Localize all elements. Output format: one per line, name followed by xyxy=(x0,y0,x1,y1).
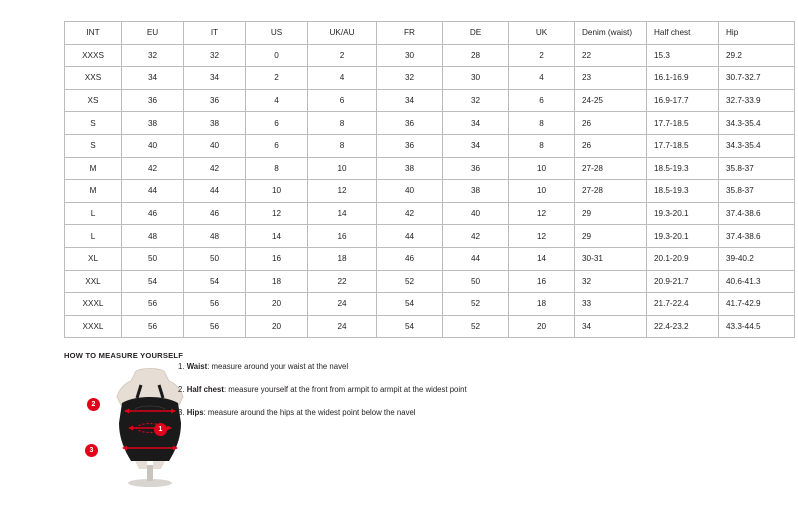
cell-us: 4 xyxy=(246,89,308,112)
cell-half-chest: 16.9-17.7 xyxy=(647,89,719,112)
cell-de: 38 xyxy=(443,180,509,203)
cell-eu: 46 xyxy=(122,202,184,225)
cell-uk-au: 10 xyxy=(308,157,377,180)
cell-hip: 41.7-42.9 xyxy=(719,293,795,316)
bullet-marker-2: 2 xyxy=(87,398,100,411)
cell-uk: 8 xyxy=(509,112,575,135)
cell-fr: 44 xyxy=(377,225,443,248)
cell-int: L xyxy=(65,202,122,225)
cell-de: 52 xyxy=(443,293,509,316)
cell-eu: 42 xyxy=(122,157,184,180)
cell-half-chest: 22.4-23.2 xyxy=(647,315,719,338)
cell-int: XL xyxy=(65,247,122,270)
cell-us: 6 xyxy=(246,134,308,157)
cell-de: 30 xyxy=(443,67,509,90)
cell-it: 34 xyxy=(184,67,246,90)
cell-uk: 12 xyxy=(509,202,575,225)
cell-denim-waist: 33 xyxy=(575,293,647,316)
cell-us: 2 xyxy=(246,67,308,90)
table-row xyxy=(65,202,795,225)
column-header-us: US xyxy=(246,22,308,45)
cell-uk: 14 xyxy=(509,247,575,270)
measure-note xyxy=(178,409,738,418)
cell-hip: 34.3-35.4 xyxy=(719,134,795,157)
column-header-hip: Hip xyxy=(719,22,795,45)
cell-de: 52 xyxy=(443,315,509,338)
table-row xyxy=(65,270,795,293)
cell-int: XXL xyxy=(65,270,122,293)
cell-fr: 30 xyxy=(377,44,443,67)
table-row xyxy=(65,293,795,316)
note-term: Waist xyxy=(186,362,208,371)
cell-denim-waist: 29 xyxy=(575,225,647,248)
how-to-measure-title: HOW TO MEASURE YOURSELF xyxy=(64,351,184,360)
column-header-fr: FR xyxy=(377,22,443,45)
cell-uk: 8 xyxy=(509,134,575,157)
cell-us: 18 xyxy=(246,270,308,293)
table-row xyxy=(65,180,795,203)
cell-de: 50 xyxy=(443,270,509,293)
cell-denim-waist: 30-31 xyxy=(575,247,647,270)
cell-hip: 29.2 xyxy=(719,44,795,67)
column-header-half-chest: Half chest xyxy=(647,22,719,45)
cell-uk: 10 xyxy=(509,157,575,180)
cell-eu: 50 xyxy=(122,247,184,270)
column-header-eu: EU xyxy=(122,22,184,45)
cell-fr: 34 xyxy=(377,89,443,112)
size-table-container xyxy=(64,21,761,338)
bullet-marker-1: 1 xyxy=(154,423,167,436)
note-number: 3. xyxy=(178,408,185,418)
cell-hip: 37.4-38.6 xyxy=(719,225,795,248)
table-row xyxy=(65,225,795,248)
cell-de: 28 xyxy=(443,44,509,67)
cell-half-chest: 19.3-20.1 xyxy=(647,202,719,225)
cell-int: L xyxy=(65,225,122,248)
note-term: Half chest xyxy=(186,385,224,395)
cell-uk-au: 14 xyxy=(308,202,377,225)
cell-half-chest: 19.3-20.1 xyxy=(647,225,719,248)
cell-half-chest: 17.7-18.5 xyxy=(647,134,719,157)
cell-it: 50 xyxy=(184,247,246,270)
cell-eu: 56 xyxy=(122,315,184,338)
cell-it: 40 xyxy=(184,134,246,157)
cell-int: XXS xyxy=(65,67,122,90)
cell-us: 20 xyxy=(246,293,308,316)
cell-it: 54 xyxy=(184,270,246,293)
cell-denim-waist: 26 xyxy=(575,134,647,157)
cell-half-chest: 16.1-16.9 xyxy=(647,67,719,90)
table-row xyxy=(65,112,795,135)
cell-half-chest: 20.1-20.9 xyxy=(647,247,719,270)
cell-de: 44 xyxy=(443,247,509,270)
cell-denim-waist: 32 xyxy=(575,270,647,293)
column-header-uk: UK xyxy=(509,22,575,45)
cell-us: 14 xyxy=(246,225,308,248)
cell-hip: 35.8-37 xyxy=(719,157,795,180)
cell-eu: 44 xyxy=(122,180,184,203)
cell-de: 32 xyxy=(443,89,509,112)
cell-uk-au: 24 xyxy=(308,315,377,338)
cell-fr: 52 xyxy=(377,270,443,293)
cell-hip: 43.3-44.5 xyxy=(719,315,795,338)
column-header-int: INT xyxy=(65,22,122,45)
cell-it: 38 xyxy=(184,112,246,135)
size-table xyxy=(64,21,795,338)
cell-fr: 32 xyxy=(377,67,443,90)
cell-denim-waist: 23 xyxy=(575,67,647,90)
cell-de: 40 xyxy=(443,202,509,225)
cell-uk: 18 xyxy=(509,293,575,316)
cell-it: 48 xyxy=(184,225,246,248)
cell-fr: 42 xyxy=(377,202,443,225)
table-row xyxy=(65,134,795,157)
cell-uk: 10 xyxy=(509,180,575,203)
cell-int: S xyxy=(65,112,122,135)
cell-hip: 37.4-38.6 xyxy=(719,202,795,225)
cell-denim-waist: 27-28 xyxy=(575,180,647,203)
bullet-marker-3: 3 xyxy=(85,444,98,457)
measure-note xyxy=(178,363,738,372)
cell-de: 34 xyxy=(443,112,509,135)
table-row xyxy=(65,247,795,270)
cell-denim-waist: 27-28 xyxy=(575,157,647,180)
note-text: : measure around your waist at the navel xyxy=(207,362,349,371)
cell-fr: 38 xyxy=(377,157,443,180)
cell-half-chest: 21.7-22.4 xyxy=(647,293,719,316)
cell-de: 36 xyxy=(443,157,509,180)
cell-it: 56 xyxy=(184,315,246,338)
cell-it: 56 xyxy=(184,293,246,316)
cell-half-chest: 17.7-18.5 xyxy=(647,112,719,135)
cell-fr: 36 xyxy=(377,134,443,157)
cell-eu: 34 xyxy=(122,67,184,90)
cell-us: 16 xyxy=(246,247,308,270)
cell-uk: 6 xyxy=(509,89,575,112)
note-text: : measure yourself at the front from armpit to armpit at the widest point xyxy=(223,385,467,395)
cell-uk-au: 16 xyxy=(308,225,377,248)
column-header-it: IT xyxy=(184,22,246,45)
cell-hip: 30.7-32.7 xyxy=(719,67,795,90)
cell-us: 20 xyxy=(246,315,308,338)
cell-it: 46 xyxy=(184,202,246,225)
cell-eu: 32 xyxy=(122,44,184,67)
cell-us: 8 xyxy=(246,157,308,180)
cell-half-chest: 15.3 xyxy=(647,44,719,67)
cell-hip: 34.3-35.4 xyxy=(719,112,795,135)
cell-int: XXXS xyxy=(65,44,122,67)
note-term: Hips xyxy=(186,408,204,418)
cell-eu: 36 xyxy=(122,89,184,112)
cell-uk-au: 12 xyxy=(308,180,377,203)
cell-int: XXXL xyxy=(65,293,122,316)
cell-fr: 40 xyxy=(377,180,443,203)
cell-hip: 40.6-41.3 xyxy=(719,270,795,293)
table-row xyxy=(65,67,795,90)
cell-fr: 36 xyxy=(377,112,443,135)
cell-hip: 32.7-33.9 xyxy=(719,89,795,112)
cell-eu: 38 xyxy=(122,112,184,135)
cell-it: 36 xyxy=(184,89,246,112)
cell-uk: 16 xyxy=(509,270,575,293)
column-header-denim-waist: Denim (waist) xyxy=(575,22,647,45)
cell-hip: 35.8-37 xyxy=(719,180,795,203)
table-row xyxy=(65,89,795,112)
cell-us: 12 xyxy=(246,202,308,225)
cell-uk-au: 8 xyxy=(308,112,377,135)
cell-eu: 48 xyxy=(122,225,184,248)
cell-uk-au: 18 xyxy=(308,247,377,270)
cell-eu: 54 xyxy=(122,270,184,293)
cell-denim-waist: 34 xyxy=(575,315,647,338)
cell-fr: 54 xyxy=(377,293,443,316)
cell-it: 44 xyxy=(184,180,246,203)
cell-it: 32 xyxy=(184,44,246,67)
cell-uk: 20 xyxy=(509,315,575,338)
cell-half-chest: 20.9-21.7 xyxy=(647,270,719,293)
cell-eu: 40 xyxy=(122,134,184,157)
table-row xyxy=(65,315,795,338)
cell-us: 6 xyxy=(246,112,308,135)
cell-hip: 39-40.2 xyxy=(719,247,795,270)
cell-uk-au: 24 xyxy=(308,293,377,316)
cell-denim-waist: 29 xyxy=(575,202,647,225)
measure-notes-list xyxy=(178,363,738,432)
note-number: 1. xyxy=(178,362,185,371)
cell-uk-au: 22 xyxy=(308,270,377,293)
cell-uk: 12 xyxy=(509,225,575,248)
column-header-uk-au: UK/AU xyxy=(308,22,377,45)
cell-uk: 2 xyxy=(509,44,575,67)
note-number: 2. xyxy=(178,385,185,395)
cell-uk-au: 4 xyxy=(308,67,377,90)
cell-uk-au: 2 xyxy=(308,44,377,67)
cell-denim-waist: 22 xyxy=(575,44,647,67)
cell-half-chest: 18.5-19.3 xyxy=(647,157,719,180)
cell-int: M xyxy=(65,180,122,203)
cell-it: 42 xyxy=(184,157,246,180)
table-row xyxy=(65,157,795,180)
cell-fr: 46 xyxy=(377,247,443,270)
cell-fr: 54 xyxy=(377,315,443,338)
cell-int: M xyxy=(65,157,122,180)
cell-denim-waist: 26 xyxy=(575,112,647,135)
cell-us: 0 xyxy=(246,44,308,67)
cell-uk-au: 6 xyxy=(308,89,377,112)
cell-denim-waist: 24-25 xyxy=(575,89,647,112)
cell-int: XS xyxy=(65,89,122,112)
cell-de: 34 xyxy=(443,134,509,157)
cell-de: 42 xyxy=(443,225,509,248)
measure-note xyxy=(178,386,738,395)
cell-int: S xyxy=(65,134,122,157)
cell-uk-au: 8 xyxy=(308,134,377,157)
cell-us: 10 xyxy=(246,180,308,203)
cell-uk: 4 xyxy=(509,67,575,90)
column-header-de: DE xyxy=(443,22,509,45)
cell-int: XXXL xyxy=(65,315,122,338)
table-header-row xyxy=(65,22,795,45)
table-row xyxy=(65,44,795,67)
note-text: : measure around the hips at the widest point below the navel xyxy=(203,408,416,418)
cell-eu: 56 xyxy=(122,293,184,316)
cell-half-chest: 18.5-19.3 xyxy=(647,180,719,203)
